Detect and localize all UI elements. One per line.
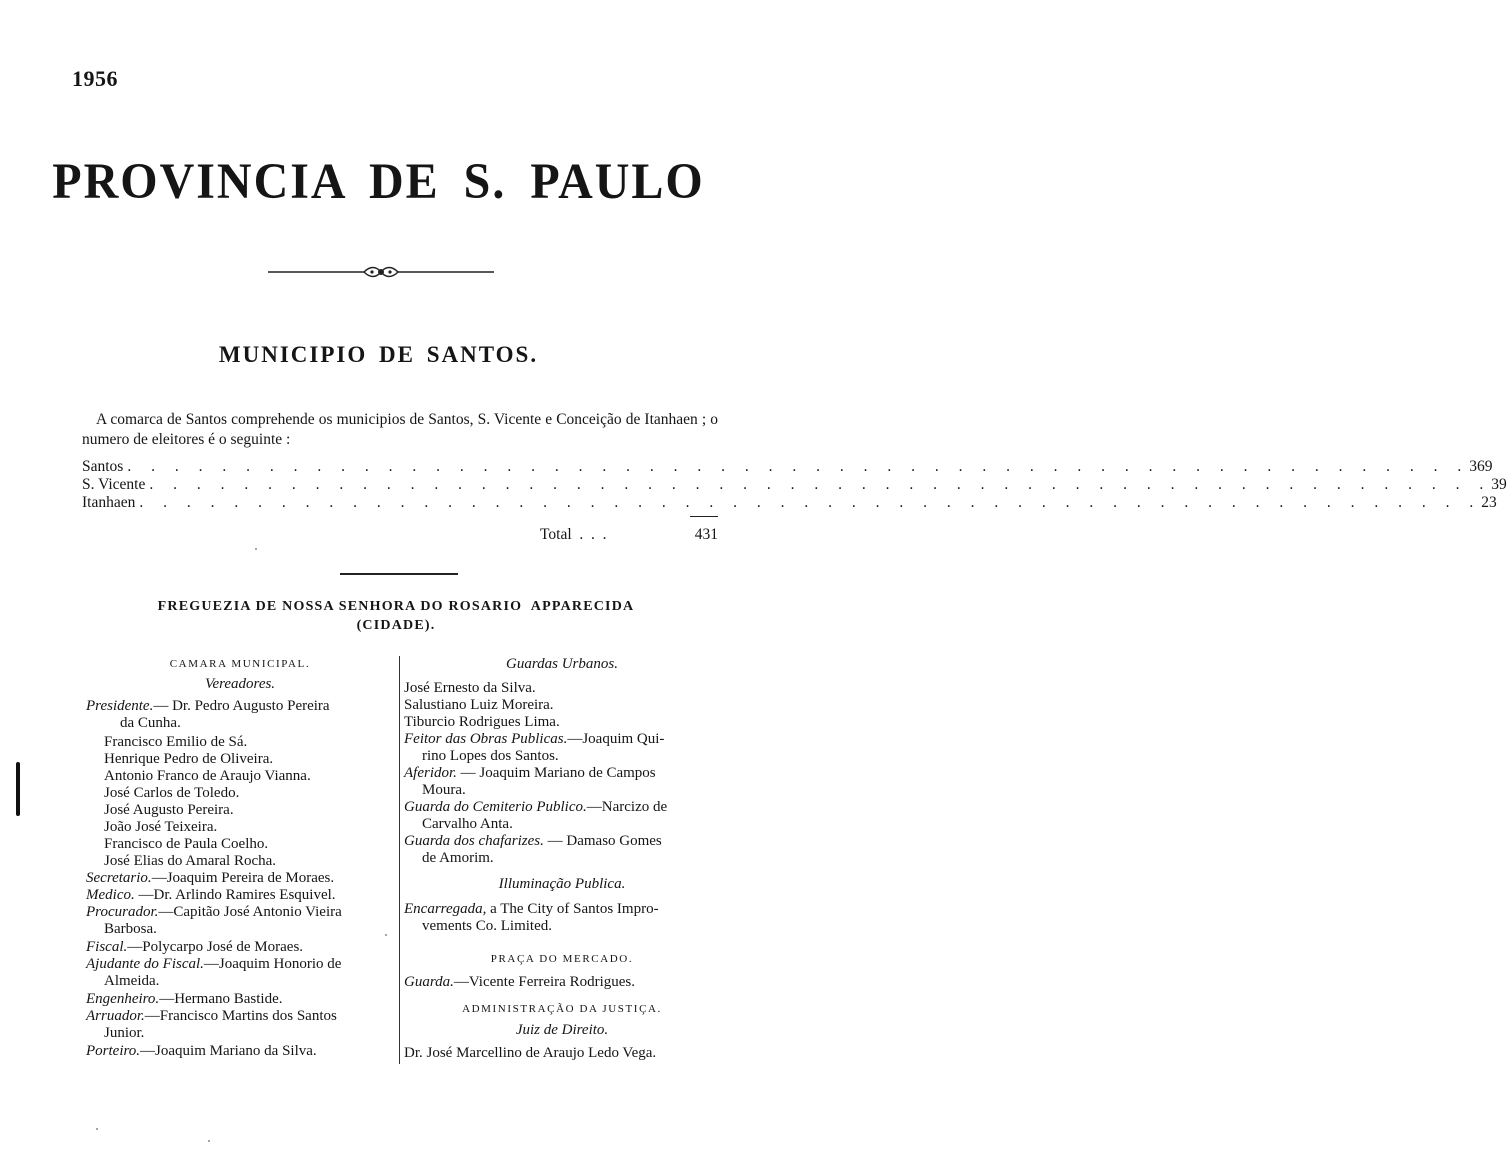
medico-entry: Medico. —Dr. Arlindo Ramires Esquivel. (86, 887, 336, 903)
elector-row-santos (82, 458, 1493, 476)
vereador-item: Antonio Franco de Araujo Vianna. (104, 768, 311, 784)
procurador-entry: Procurador.—Capitão José Antonio Vieira (86, 904, 342, 920)
presidente-entry-cont: da Cunha. (120, 715, 181, 731)
paper-speck (208, 1140, 210, 1142)
freguezia-heading (96, 597, 696, 635)
page-number: 1956 (72, 66, 118, 91)
vereador-item: Francisco Emilio de Sá. (104, 734, 248, 750)
vereador-item: Henrique Pedro de Oliveira. (104, 751, 274, 767)
freguezia-line1: FREGUEZIA DE NOSSA SENHORA DO ROSARIO APPARECIDA (157, 599, 635, 614)
ajudante-entry-cont: Almeida. (104, 973, 160, 989)
encarregada-entry-cont: vements Co. Limited. (422, 918, 552, 934)
cemiterio-entry-cont: Carvalho Anta. (422, 816, 513, 832)
elector-row-s-vicente (82, 476, 1507, 494)
total-label: Total . . . (540, 526, 607, 543)
right-column (404, 656, 720, 1068)
role-label: Presidente. (86, 698, 154, 714)
leader-dots: . . . . . . . . . . . . . . . . . . . . . . . . . . . . . . . . . . . . . . . . . . . . . . . . . . . . . . . . . (139, 494, 1482, 511)
arruador-entry: Arruador.—Francisco Martins dos Santos (86, 1008, 337, 1024)
porteiro-entry: Porteiro.—Joaquim Mariano da Silva. (86, 1043, 317, 1059)
total-rule (690, 516, 718, 517)
municipio-heading: MUNICIPIO DE SANTOS. (218, 342, 539, 367)
fiscal-entry: Fiscal.—Polycarpo José de Moraes. (86, 939, 304, 955)
encarregada-entry: Encarregada, a The City of Santos Impro- (404, 901, 659, 917)
section-rule (340, 573, 458, 575)
paper-speck (385, 934, 387, 936)
ornament-divider (268, 262, 494, 282)
total-count: 431 (694, 526, 718, 543)
elector-count: 369 (1469, 458, 1493, 475)
vereador-item: José Carlos de Toledo. (104, 785, 240, 801)
elector-name: S. Vicente (82, 476, 146, 493)
leader-dots: . . . . . . . . . . . . . . . . . . . . . . . . . . . . . . . . . . . . . . . . . . . . . . . . . . . . . . . . . (149, 476, 1492, 493)
praca-guarda-entry: Guarda.—Vicente Ferreira Rodrigues. (404, 974, 635, 990)
vereadores-heading: Vereadores. (204, 676, 276, 692)
elector-count: 39 (1491, 476, 1507, 493)
elector-name: Santos (82, 458, 124, 475)
illuminacao-heading: Illuminação Publica. (498, 876, 626, 892)
guarda-item: José Ernesto da Silva. (404, 680, 536, 696)
paper-speck (255, 548, 257, 550)
ajudante-entry: Ajudante do Fiscal.—Joaquim Honorio de (86, 956, 342, 972)
vereador-item: José Augusto Pereira. (104, 802, 234, 818)
guardas-heading: Guardas Urbanos. (506, 656, 618, 672)
engenheiro-entry: Engenheiro.—Hermano Bastide. (86, 991, 283, 1007)
guarda-item: Salustiano Luiz Moreira. (404, 697, 554, 713)
feitor-entry-cont: rino Lopes dos Santos. (422, 748, 559, 764)
paper-speck (96, 1128, 98, 1130)
procurador-entry-cont: Barbosa. (104, 921, 157, 937)
vereador-item: José Elias do Amaral Rocha. (104, 853, 277, 869)
vereador-item: João José Teixeira. (104, 819, 218, 835)
aferidor-entry-cont: Moura. (422, 782, 466, 798)
leader-dots: . . . . . . . . . . . . . . . . . . . . . . . . . . . . . . . . . . . . . . . . . . . . . . . . . . . . . . . . . (127, 458, 1470, 475)
justica-heading: ADMINISTRAÇÃO DA JUSTIÇA. (462, 1003, 662, 1015)
cemiterio-entry: Guarda do Cemiterio Publico.—Narcizo de (404, 799, 668, 815)
praca-heading: PRAÇA DO MERCADO. (490, 953, 634, 965)
arruador-entry-cont: Junior. (104, 1025, 145, 1041)
elector-count: 23 (1481, 494, 1497, 511)
guarda-item: Tiburcio Rodrigues Lima. (404, 714, 560, 730)
juiz-name: Dr. José Marcellino de Araujo Ledo Vega. (404, 1045, 657, 1061)
camara-heading: CAMARA MUNICIPAL. (169, 658, 311, 670)
margin-mark (16, 762, 20, 816)
intro-paragraph: A comarca de Santos comprehende os municipios de Santos, S. Vicente e Conceição de Itanhaen ; o numero de eleitores é o seguinte : (82, 411, 718, 448)
chafarizes-entry: Guarda dos chafarizes. — Damaso Gomes (404, 833, 662, 849)
feitor-entry: Feitor das Obras Publicas.—Joaquim Qui- (404, 731, 665, 747)
elector-name: Itanhaen (82, 494, 136, 511)
secretario-entry: Secretario.—Joaquim Pereira de Moraes. (86, 870, 335, 886)
juiz-heading: Juiz de Direito. (515, 1022, 609, 1038)
column-divider (399, 656, 400, 1064)
aferidor-entry: Aferidor. — Joaquim Mariano de Campos (404, 765, 656, 781)
chafarizes-entry-cont: de Amorim. (422, 850, 494, 866)
elector-row-itanhaen (82, 494, 1497, 512)
left-column (86, 656, 394, 1068)
vereador-item: Francisco de Paula Coelho. (104, 836, 269, 852)
presidente-entry: Presidente.— Dr. Pedro Augusto Pereira (86, 698, 330, 714)
page-title: PROVINCIA DE S. PAULO (52, 153, 705, 210)
freguezia-line2: (CIDADE). (356, 618, 436, 633)
total-row (540, 526, 718, 544)
